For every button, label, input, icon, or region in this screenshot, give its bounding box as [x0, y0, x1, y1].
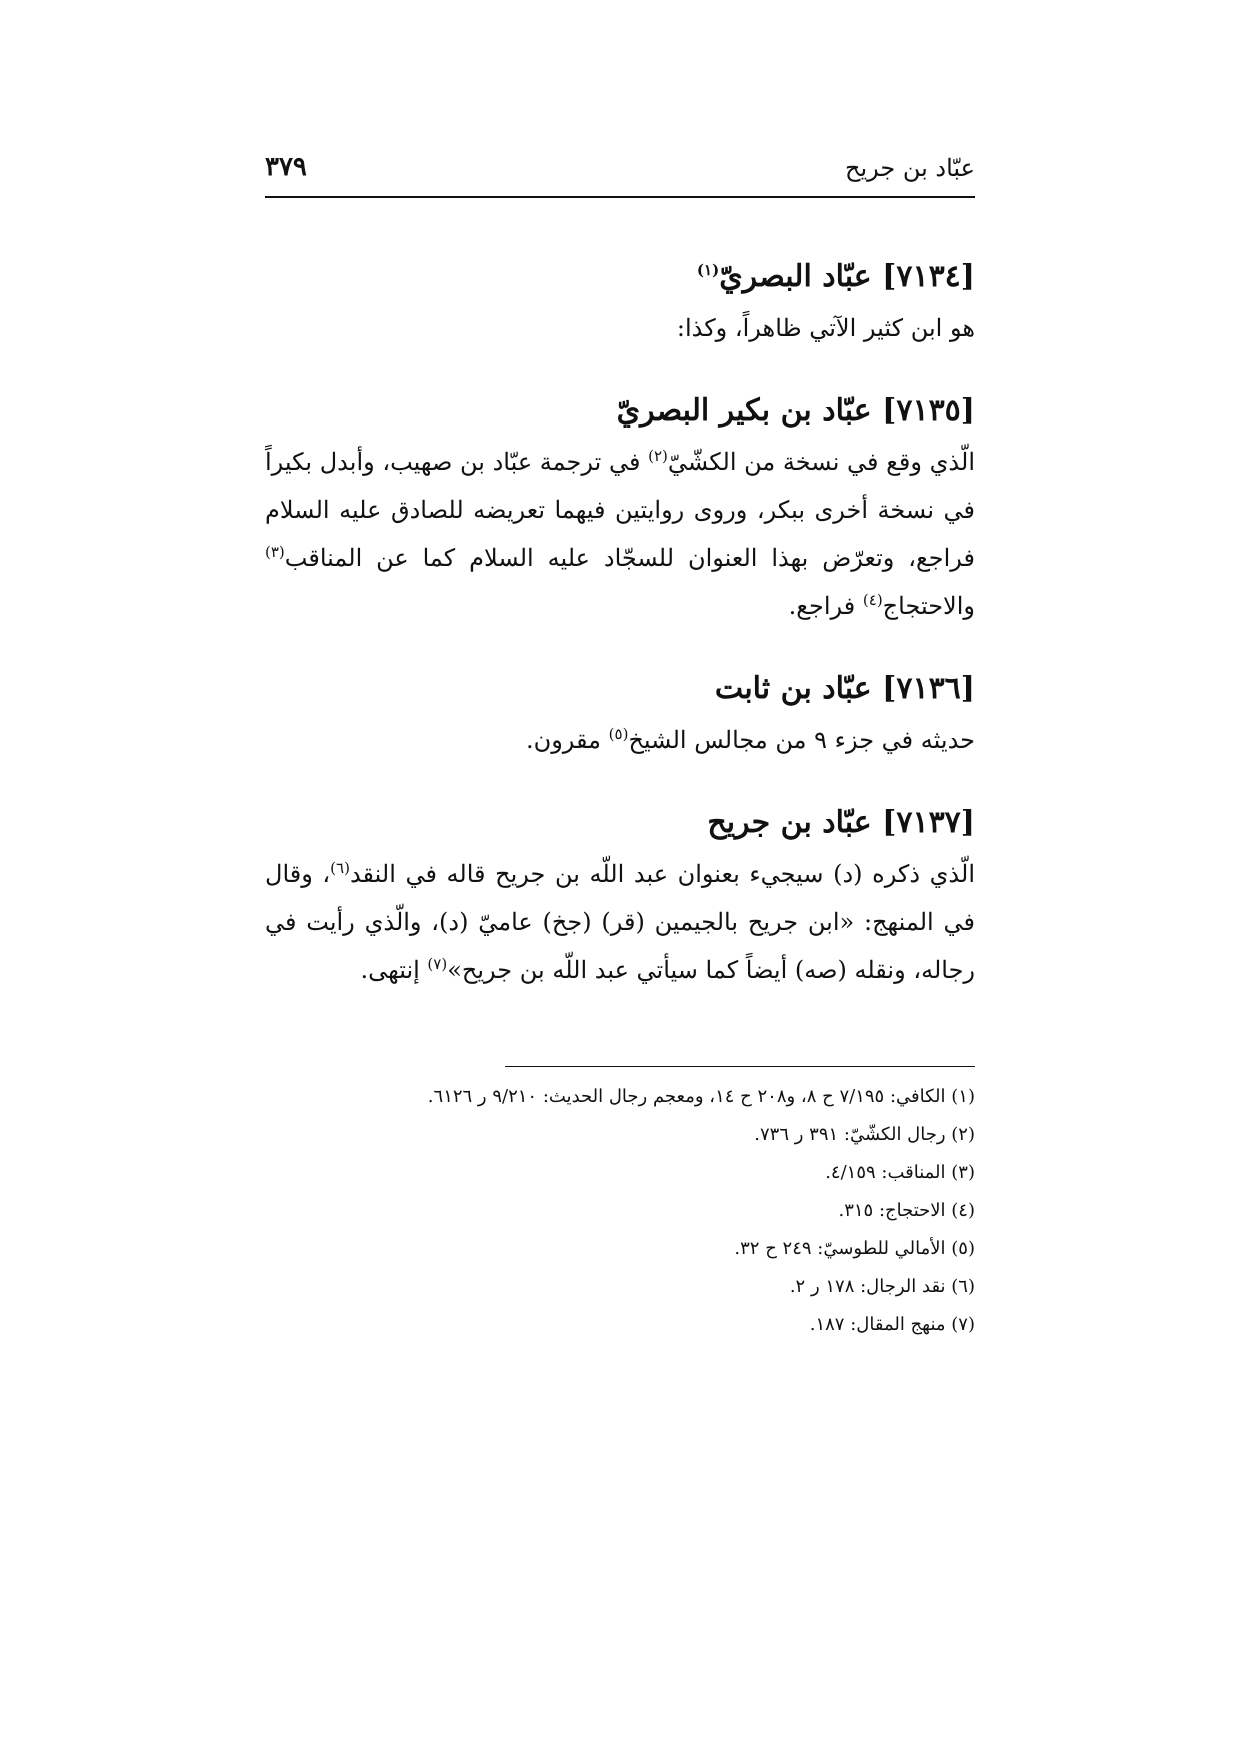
page-number: ٣٧٩ [265, 152, 307, 182]
paragraph-text: فراجع. [788, 592, 863, 620]
entry-paragraph [265, 716, 975, 764]
entry-paragraph [265, 304, 975, 352]
paragraph-text: الّذي وقع في نسخة من الكشّيّ [667, 448, 975, 476]
footnote: (٢) رجال الكشّيّ: ٣٩١ ر ٧٣٦. [754, 1124, 975, 1145]
footnote-marker: (٥) [608, 725, 629, 743]
entry-heading [265, 250, 975, 304]
paragraph-text: إنتهى. [360, 956, 428, 984]
footnote: (٧) منهج المقال: ١٨٧. [809, 1314, 975, 1335]
footnote-marker: (٢) [648, 447, 668, 465]
footnote: (١) الكافي: ٧/١٩٥ ح ٨، و٢٠٨ ح ١٤، ومعجم رجال الحديث: ٩/٢١٠ ر ٦١٢٦. [427, 1086, 975, 1107]
entry-number: [٧١٣٧] [882, 805, 975, 840]
main-text [265, 250, 975, 1026]
footnote: (٥) الأمالي للطوسيّ: ٢٤٩ ح ٣٢. [734, 1238, 975, 1259]
entry-number: [٧١٣٦] [882, 671, 975, 706]
paragraph-text: والاحتجاج [882, 592, 975, 620]
paragraph-text: حديثه في جزء ٩ من مجالس الشيخ [628, 726, 975, 754]
footnote-marker: (١) [696, 261, 720, 279]
header-rule [265, 196, 975, 198]
entry [265, 384, 975, 630]
entry-number: [٧١٣٤] [882, 259, 975, 294]
entry-name: عبّاد البصريّ [719, 259, 872, 294]
footnote-marker: (٤) [862, 591, 883, 609]
footnote-marker: (٣) [265, 543, 285, 561]
footnote-rule [505, 1066, 975, 1067]
paragraph-text: هو ابن كثير الآتي ظاهراً، وكذا: [676, 314, 975, 342]
running-title: عبّاد بن جريح [844, 154, 975, 182]
footnote: (٣) المناقب: ٤/١٥٩. [825, 1162, 975, 1183]
footnote-marker: (٧) [427, 955, 448, 973]
paragraph-text: الّذي ذكره (د) سيجيء بعنوان عبد اللّه بن جريح قاله في النقد [349, 860, 975, 888]
footnote: (٤) الاحتجاج: ٣١٥. [838, 1200, 975, 1221]
entry [265, 250, 975, 352]
footnote-marker: (٦) [330, 859, 350, 877]
entry-name: عبّاد بن بكير البصريّ [616, 393, 872, 428]
entry-name: عبّاد بن جريح [707, 805, 872, 840]
entry-number: [٧١٣٥] [882, 393, 975, 428]
entry-heading [265, 796, 975, 850]
entry-heading [265, 662, 975, 716]
paragraph-text: مقرون. [525, 726, 609, 754]
entry-paragraph [265, 438, 975, 630]
entry-heading [265, 384, 975, 438]
footnotes [265, 1078, 975, 1344]
paragraph-text: في ترجمة عبّاد بن صهيب، وأبدل بكيراً في نسخة أخرى ببكر، وروى روايتين فيهما تعريضه للصادق عليه السلام فراجع، وتعرّض بهذا العنوان للسجّاد عليه السلام كما عن المناقب [265, 448, 975, 572]
entry-paragraph [265, 850, 975, 994]
entry-name: عبّاد بن ثابت [714, 671, 872, 706]
footnote: (٦) نقد الرجال: ١٧٨ ر ٢. [789, 1276, 975, 1297]
paragraph-text: ، وقال في المنهج: «ابن جريح بالجيمين (قر) (جخ) عاميّ (د)، والّذي رأيت في رجاله، ونقله (صه) أيضاً كما سيأتي عبد اللّه بن جريح» [265, 860, 975, 984]
entry [265, 796, 975, 994]
page-header [265, 150, 975, 196]
entry [265, 662, 975, 764]
